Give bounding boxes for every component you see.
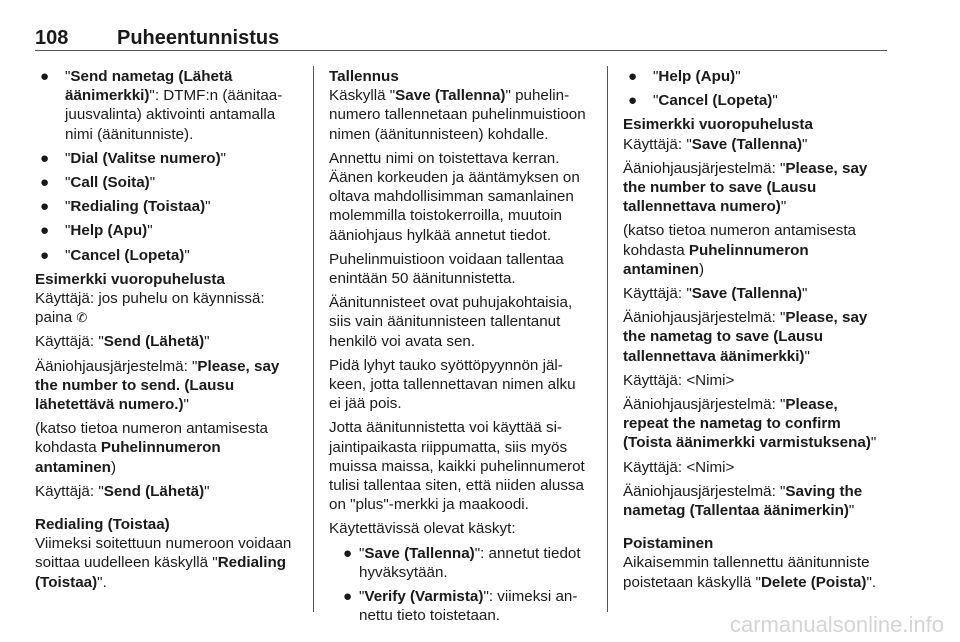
paragraph: Ääniohjausjärjestelmä: "Please, repeat the nametag to confirm (Toista äänimerkki varmistuksena)": [623, 396, 877, 452]
page-header: [35, 26, 887, 50]
list-item: ● "Verify (Varmista)": viimeksi annettu tieto toistetaan.: [343, 588, 578, 625]
list-item: ● "Cancel (Lopeta)": [628, 92, 778, 110]
paragraph: Käyttäjä: <Nimi>: [623, 371, 735, 389]
column-1: [35, 67, 297, 597]
header-rule: [35, 50, 887, 51]
list-item: ● "Save (Tallenna)": annetut tiedot hyväksytään.: [343, 544, 581, 581]
paragraph: Viimeksi soitettuun numeroon voidaan soittaa uudelleen käskyllä "Redialing (Toistaa)".: [35, 535, 292, 591]
paragraph: Ääniohjausjärjestelmä: "Please, say the number to save (Lausu tallennettava numero)": [623, 159, 868, 216]
paragraph: Jotta äänitunnistetta voi käyttää sijaintipaikasta riippumatta, siis myös muissa maissa, kaikki puhelinnumerot tulisi tallentaa siten, että niiden alussa on "plus"-merkki ja maakoodi.: [329, 419, 585, 514]
list-item: ● "Cancel (Lopeta)": [40, 246, 190, 264]
section-heading: Esimerkki vuoropuhelusta: [623, 116, 813, 134]
paragraph: Ääniohjausjärjestelmä: "Please, say the number to send. (Lausu lähetettävä numero.)": [35, 357, 280, 414]
list-item: ● "Help (Apu)": [628, 68, 741, 85]
list-item: ● "Redialing (Toistaa)": [40, 198, 211, 216]
paragraph: Käyttäjä: "Save (Tallenna)": [623, 285, 808, 303]
paragraph: Käyttäjä: "Send (Lähetä)": [35, 333, 210, 351]
paragraph: Ääniohjausjärjestelmä: "Saving the nametag (Tallentaa äänimerkin)": [623, 482, 863, 520]
paragraph: Käyttäjä: jos puhelu on käynnissä: paina ✆: [35, 290, 265, 327]
paragraph: Käskyllä "Save (Tallenna)" puhelinnumero tallennetaan puhelinmuistioon nimen (äänitunnisteen) kohdalle.: [329, 87, 586, 143]
section-heading: Tallennus: [329, 68, 399, 85]
paragraph: Puhelinmuistioon voidaan tallentaa enintään 50 äänitunnistetta.: [329, 250, 564, 288]
paragraph: Pidä lyhyt tauko syöttöpyynnön jälkeen, jotta tallennettavan nimen alku ei jää pois.: [329, 356, 576, 413]
section-heading: Esimerkki vuoropuhelusta: [35, 270, 225, 288]
paragraph: (katso tietoa numeron antamisesta kohdasta Puhelinnumeron antaminen): [35, 420, 268, 476]
paragraph: Käyttäjä: "Save (Tallenna)": [623, 135, 808, 153]
page-title: Puheentunnistus: [117, 27, 280, 49]
column-divider: [313, 66, 314, 612]
list-item: ● "Send nametag (Lähetä äänimerkki)": DTMF:n (äänitaajuusvalinta) aktivointi antamalla nimi (äänitunniste).: [40, 68, 283, 143]
list-item: ● "Dial (Valitse numero)": [40, 149, 227, 167]
page-number: 108: [35, 27, 69, 49]
paragraph: (katso tietoa numeron antamisesta kohdasta Puhelinnumeron antaminen): [623, 222, 856, 278]
watermark: carmanualsonline.info: [729, 612, 944, 637]
paragraph: Annettu nimi on toistettava kerran. Äänen korkeuden ja ääntämyksen on oltava mahdollisimman samanlainen molemmilla toistokerroilla, muutoin ääniohjaus hylkää annetut tiedot.: [329, 149, 580, 244]
paragraph: Käyttäjä: <Nimi>: [623, 458, 735, 476]
list-item: ● "Help (Apu)": [40, 222, 153, 240]
paragraph: Äänitunnisteet ovat puhujakohtaisia, siis vain äänitunnisteen tallentanut henkilö voi avata sen.: [329, 294, 573, 350]
section-heading: Redialing (Toistaa): [35, 516, 170, 534]
column-divider: [607, 66, 608, 612]
section-heading: Poistaminen: [623, 535, 714, 553]
paragraph: Käytettävissä olevat käskyt:: [329, 520, 516, 538]
paragraph: Ääniohjausjärjestelmä: "Please, say the nametag to save (Lausu tallennettava äänimerkki)": [623, 309, 868, 365]
paragraph: Käyttäjä: "Send (Lähetä)": [35, 482, 210, 500]
paragraph: Aikaisemmin tallennettu äänitunniste poistetaan käskyllä "Delete (Poista)".: [623, 554, 877, 591]
list-item: ● "Call (Soita)": [40, 174, 156, 192]
phone-call-icon: ✆: [76, 310, 88, 326]
column-3: [623, 67, 887, 597]
column-2: [329, 67, 591, 630]
